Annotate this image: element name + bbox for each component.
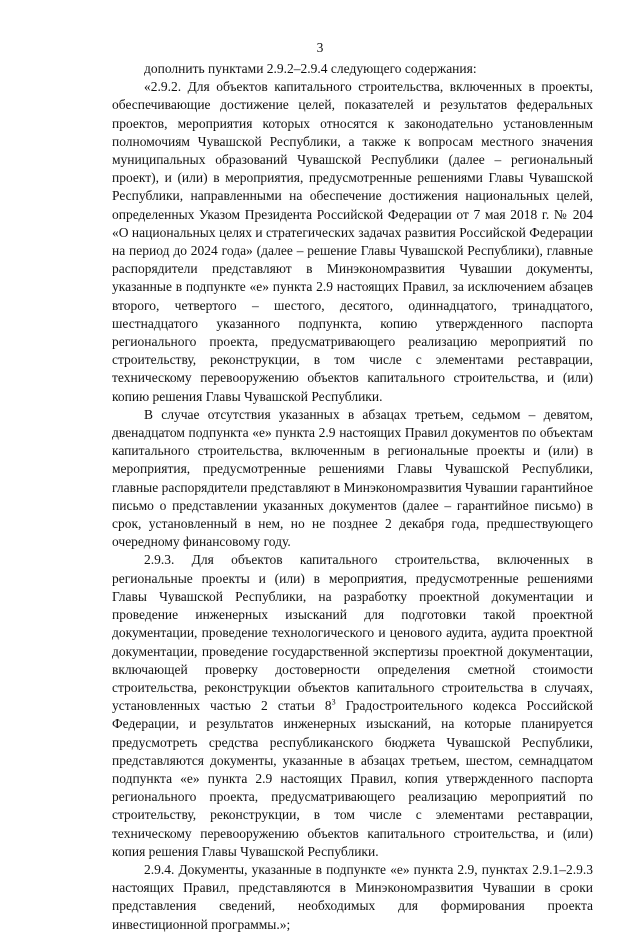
paragraph-absence-of-documents: В случае отсутствия указанных в абзацах третьем, седьмом – девятом, двенадцатом подпункта «е» пункта 2.9 настоящих Правил документов по объектам капитального строительства, включенным в региональные проекты и (или) в мероприятия, предусмотренные решениями Главы Чувашской Республики, главные распорядители представляют в Минэкономразвития Чувашии гарантийное письмо о представлении указанных документов (далее – гарантийное письмо) в срок, установленный в нем, но не позднее 2 декабря года, предшествующего очередному финансовому году. bbox=[112, 406, 593, 550]
document-body bbox=[112, 60, 593, 934]
article-superscript: 3 bbox=[331, 697, 336, 707]
paragraph-2-9-4: 2.9.4. Документы, указанные в подпункте «е» пункта 2.9, пунктах 2.9.1–2.9.3 настоящих Правил, представляются в Минэкономразвития Чувашии в сроки представления сведений, необходимых для формирования проекта инвестиционной программы.»; bbox=[112, 861, 593, 932]
paragraph-2-9-3 bbox=[112, 551, 593, 860]
paragraph-2-9-3-text-start: 2.9.3. Для объектов капитального строительства, включенных в региональные проекты и (или) в мероприятия, предусмотренные решениями Главы Чувашской Республики, на разработку проектной документации и проведение инженерных изысканий для подготовки такой проектной документации, проведение технологического и ценового аудита, аудита проектной документации, проведение государственной экспертизы проектной документации, включающей проверку достоверности определения сметной стоимости строительства, реконструкции объектов капитального строительства в случаях, установленных частью 2 статьи 8 bbox=[112, 552, 593, 714]
paragraph-2-9-3-text-end: Градостроительного кодекса Российской Федерации, и результатов инженерных изысканий, на которые планируется предусмотреть средства республиканского бюджета Чувашской Республики, представляются документы, указанные в абзацах третьем, шестом, семнадцатом подпункта «е» пункта 2.9 настоящих Правил, копия утвержденного паспорта регионального проекта, предусматривающего реализацию мероприятий по строительству, реконструкции, в том числе с элементами реставрации, техническому перевооружению объектов капитального строительства, и (или) копия решения Главы Чувашской Республики. bbox=[112, 698, 593, 859]
paragraph-2-9-2: «2.9.2. Для объектов капитального строительства, включенных в проекты, обеспечивающие достижение целей, показателей и результатов федеральных проектов, мероприятия которых относятся к законодательно установленным полномочиям Чувашской Республики, а также к вопросам местного значения муниципальных образований Чувашской Республики (далее – региональный проект), и (или) в мероприятия, предусмотренные решениями Главы Чувашской Республики, направленными на обеспечение достижения национальных целей, определенных Указом Президента Российской Федерации от 7 мая 2018 г. № 204 «О национальных целях и стратегических задачах развития Российской Федерации на период до 2024 года» (далее – решение Главы Чувашской Республики), главные распорядители представляют в Минэкономразвития Чувашии документы, указанные в подпункте «е» пункта 2.9 настоящих Правил, за исключением абзацев второго, четвертого – шестого, десятого, одиннадцатого, тринадцатого, шестнадцатого указанного подпункта, копию утвержденного паспорта регионального проекта, предусматривающего реализацию мероприятий по строительству, реконструкции, в том числе с элементами реставрации, техническому перевооружению объектов капитального строительства, и (или) копию решения Главы Чувашской Республики. bbox=[112, 79, 593, 404]
page-number: 3 bbox=[316, 40, 324, 55]
intro-line: дополнить пунктами 2.9.2–2.9.4 следующего содержания: bbox=[144, 61, 477, 76]
